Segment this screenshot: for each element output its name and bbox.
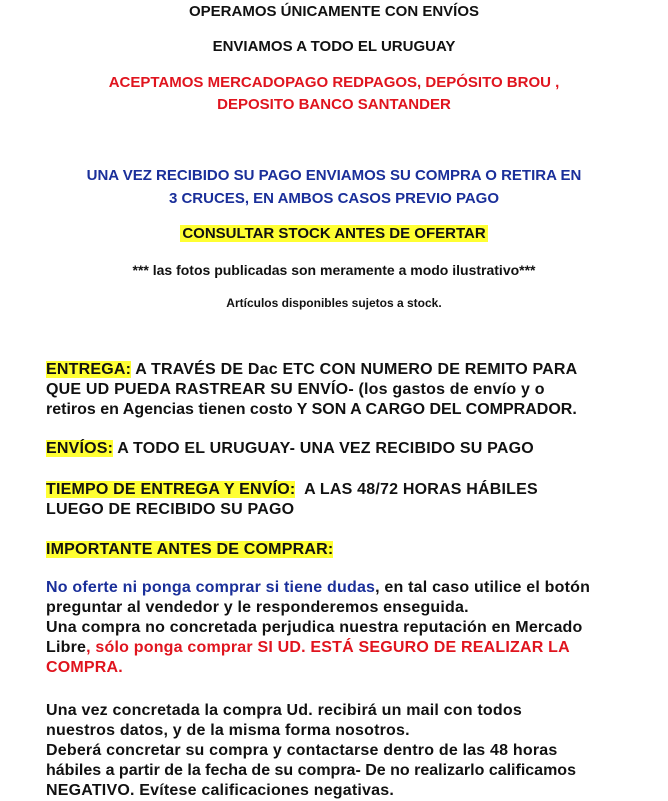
importante-p3 [46,701,646,801]
importante-p1-rest: , en tal caso utilice el botón [375,579,591,596]
entrega-line-1 [46,360,646,380]
photos-note: *** las fotos publicadas son meramente a modo ilustrativo*** [132,262,536,278]
tiempo-text-1: A LAS 48/72 HORAS HÁBILES [295,481,538,498]
entrega-text-1: A TRAVÉS DE Dac ETC CON NUMERO DE REMITO PARA [131,361,578,378]
payments-line-1: ACEPTAMOS MERCADOPAGO REDPAGOS, DEPÓSITO BROU , [108,74,560,91]
entrega-line-3: retiros en Agencias tienen costo Y SON A CARGO DEL COMPRADOR. [46,401,577,418]
importante-p2-red: , sólo ponga comprar SI UD. ESTÁ SEGURO DE REALIZAR LA [86,639,570,656]
envios-label: ENVÍOS: [46,440,114,457]
importante-p2-line-1: Una compra no concretada perjudica nuestra reputación en Mercado [46,619,583,636]
importante-label: IMPORTANTE ANTES DE COMPRAR: [46,541,334,558]
header-ship-uruguay: ENVIAMOS A TODO EL URUGUAY [212,38,456,55]
stock-note: Artículos disponibles sujetos a stock. [226,296,442,310]
importante-p1-line-2: preguntar al vendedor y le responderemos enseguida. [46,599,469,616]
pickup-line-2: 3 CRUCES, EN AMBOS CASOS PREVIO PAGO [168,190,500,207]
entrega-section [46,360,646,420]
importante-p3-line-4: hábiles a partir de la fecha de su compra- De no realizarlo calificamos [46,762,576,779]
entrega-line-2: QUE UD PUEDA RASTREAR SU ENVÍO- (los gastos de envío y o [46,381,545,398]
tiempo-label: TIEMPO DE ENTREGA Y ENVÍO: [46,481,296,498]
stock-notice: CONSULTAR STOCK ANTES DE OFERTAR [182,225,486,242]
payments-line-2: DEPOSITO BANCO SANTANDER [217,96,451,113]
importante-p1 [46,578,646,678]
envios-section [46,439,646,459]
importante-p2-libre: Libre [46,639,87,656]
tiempo-line-1 [46,480,646,500]
importante-warning: No oferte ni ponga comprar si tiene dudas [46,579,376,596]
importante-p3-line-3: Deberá concretar su compra y contactarse dentro de las 48 horas [46,742,558,759]
tiempo-line-2: LUEGO DE RECIBIDO SU PAGO [46,501,295,518]
tiempo-section [46,480,646,520]
entrega-label: ENTREGA: [46,361,132,378]
envios-text: A TODO EL URUGUAY- UNA VEZ RECIBIDO SU PAGO [113,440,534,457]
importante-p3-line-5: NEGATIVO. Evítese calificaciones negativas. [46,782,394,799]
importante-p3-line-1: Una vez concretada la compra Ud. recibirá un mail con todos [46,702,522,719]
importante-p2-line-3: COMPRA. [46,659,123,676]
importante-p2-line-2 [46,638,646,658]
importante-heading [46,540,646,560]
pickup-line-1: UNA VEZ RECIBIDO SU PAGO ENVIAMOS SU COMPRA O RETIRA EN [86,167,582,184]
importante-p1-line-1 [46,578,646,598]
header-shipping-only: OPERAMOS ÚNICAMENTE CON ENVÍOS [188,3,480,20]
stock-notice-row [0,225,668,242]
importante-p3-line-2: nuestros datos, y de la misma forma nosotros. [46,722,410,739]
